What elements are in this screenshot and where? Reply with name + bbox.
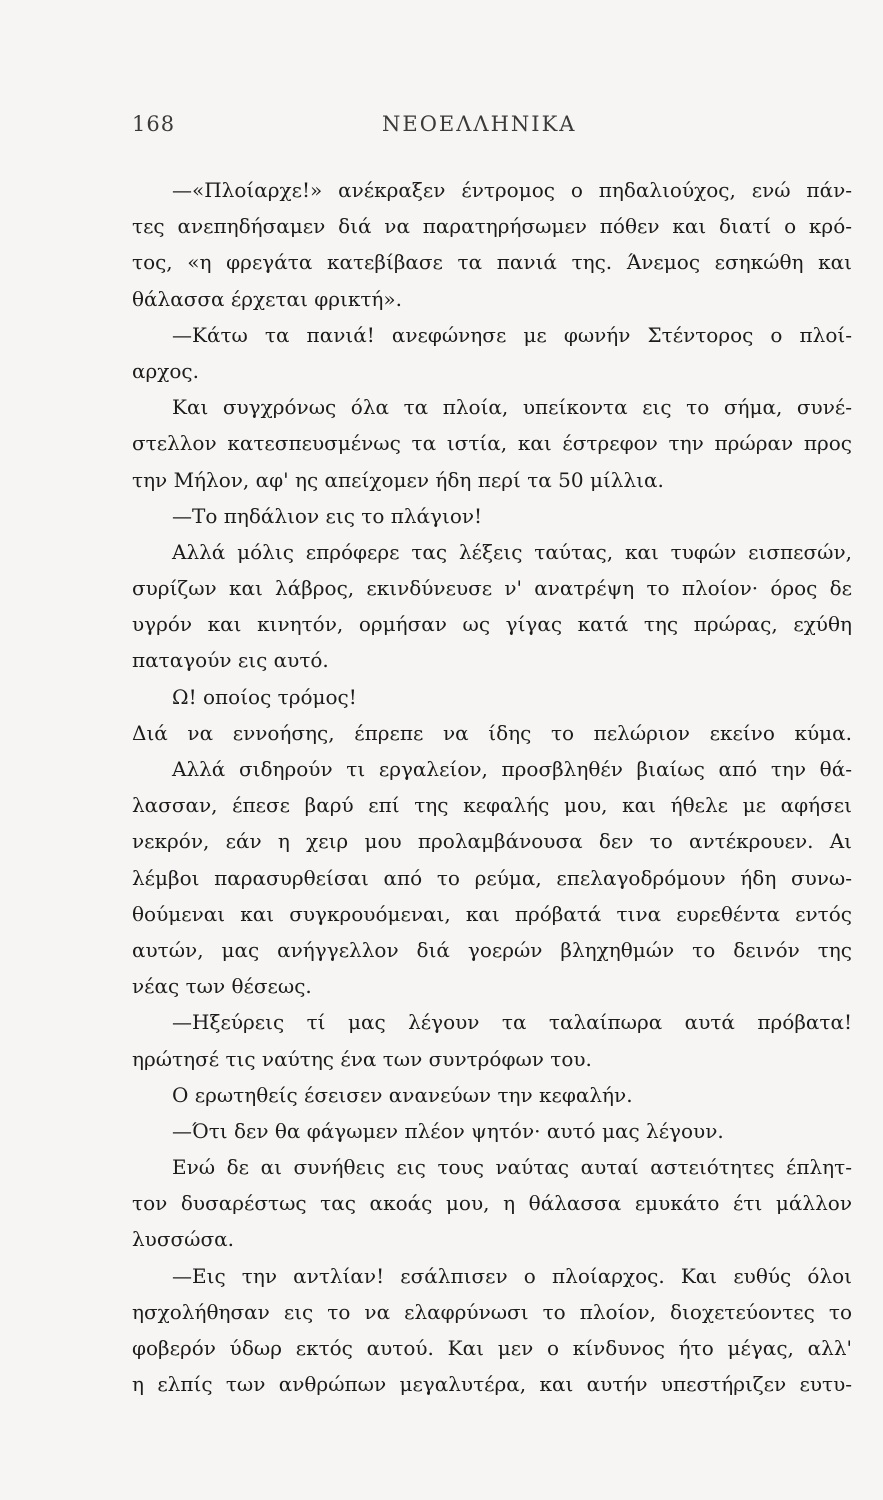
text-line: Ενώ δε αι συνήθεις εις τους ναύτας αυταί αστειότητες έπλητ- bbox=[172, 1155, 852, 1180]
text-line: Διά να εννοήσης, έπρεπε να ίδης το πελώριον εκείνο κύμα. bbox=[132, 720, 852, 745]
text-line: υγρόν και κινητόν, ορμήσαν ως γίγας κατά της πρώρας, εχύθη bbox=[132, 612, 852, 637]
text-line: αυτών, μας ανήγγελλον διά γοερών βληχηθμών το δεινόν της bbox=[132, 937, 852, 962]
text-line: —Κάτω τα πανιά! ανεφώνησε με φωνήν Στέντορος ο πλοί- bbox=[172, 322, 852, 347]
text-line: συρίζων και λάβρος, εκινδύνευσε ν' ανατρέψη το πλοίον· όρος δε bbox=[132, 576, 852, 601]
text-line: στελλον κατεσπευσμένως τα ιστία, και έστρεφον την πρώραν προς bbox=[132, 431, 852, 456]
text-line: λασσαν, έπεσε βαρύ επί της κεφαλής μου, και ήθελε με αφήσει bbox=[132, 793, 852, 818]
text-line: παταγούν εις αυτό. bbox=[132, 648, 329, 673]
text-line: Ω! οποίος τρόμος! bbox=[172, 684, 357, 709]
text-line: θάλασσα έρχεται φρικτή». bbox=[132, 286, 403, 311]
text-line: ησχολήθησαν εις το να ελαφρύνωσι το πλοίον, διοχετεύοντες το bbox=[132, 1299, 852, 1324]
text-line: θούμεναι και συγκρουόμεναι, και πρόβατά τινα ευρεθέντα εντός bbox=[132, 901, 852, 926]
text-line: —«Πλοίαρχε!» ανέκραξεν έντρομος ο πηδαλιούχος, ενώ πάν- bbox=[172, 178, 852, 202]
page-header bbox=[132, 112, 843, 146]
text-line: —Ότι δεν θα φάγωμεν πλέον ψητόν· αυτό μας λέγουν. bbox=[172, 1118, 724, 1143]
text-line: την Μήλον, αφ' ης απείχομεν ήδη περί τα 50 μίλλια. bbox=[132, 467, 664, 492]
text-line: τος, «η φρεγάτα κατεβίβασε τα πανιά της. Άνεμος εσηκώθη και bbox=[132, 250, 852, 275]
page-number: 168 bbox=[132, 112, 176, 136]
text-line: Και συγχρόνως όλα τα πλοία, υπείκοντα εις το σήμα, συνέ- bbox=[172, 395, 852, 420]
text-line: αρχος. bbox=[132, 358, 199, 383]
text-line: νεκρόν, εάν η χειρ μου προλαμβάνουσα δεν το αντέκρουεν. Αι bbox=[132, 829, 852, 854]
text-line: ηρώτησέ τις ναύτης ένα των συντρόφων του. bbox=[132, 1046, 592, 1071]
body-text bbox=[132, 172, 852, 1402]
text-line: Αλλά σιδηρούν τι εργαλείον, προσβληθέν βιαίως από την θά- bbox=[172, 757, 852, 781]
text-line: —Το πηδάλιον εις το πλάγιον! bbox=[172, 503, 483, 528]
text-line: λυσσώσα. bbox=[132, 1227, 234, 1252]
text-line: νέας των θέσεως. bbox=[132, 974, 312, 999]
text-line: φοβερόν ύδωρ εκτός αυτού. Και μεν ο κίνδυνος ήτο μέγας, αλλ' bbox=[132, 1336, 852, 1360]
text-line: τες ανεπηδήσαμεν διά να παρατηρήσωμεν πόθεν και διατί ο κρό- bbox=[132, 214, 852, 239]
text-line: —Ηξεύρεις τί μας λέγουν τα ταλαίπωρα αυτά πρόβατα! bbox=[172, 1010, 852, 1035]
text-line: τον δυσαρέστως τας ακοάς μου, η θάλασσα εμυκάτο έτι μάλλον bbox=[132, 1191, 852, 1216]
text-line: —Εις την αντλίαν! εσάλπισεν ο πλοίαρχος. Και ευθύς όλοι bbox=[172, 1263, 852, 1288]
text-line: Αλλά μόλις επρόφερε τας λέξεις ταύτας, και τυφών εισπεσών, bbox=[172, 539, 852, 564]
text-line: η ελπίς των ανθρώπων μεγαλυτέρα, και αυτήν υπεστήριζεν ευτυ- bbox=[132, 1372, 852, 1397]
running-title: ΝΕΟΕΛΛΗΝΙΚΑ bbox=[382, 112, 577, 136]
text-line: Ο ερωτηθείς έσεισεν ανανεύων την κεφαλήν. bbox=[172, 1082, 633, 1107]
text-line: λέμβοι παρασυρθείσαι από το ρεύμα, επελαγοδρόμουν ήδη συνω- bbox=[132, 865, 852, 890]
